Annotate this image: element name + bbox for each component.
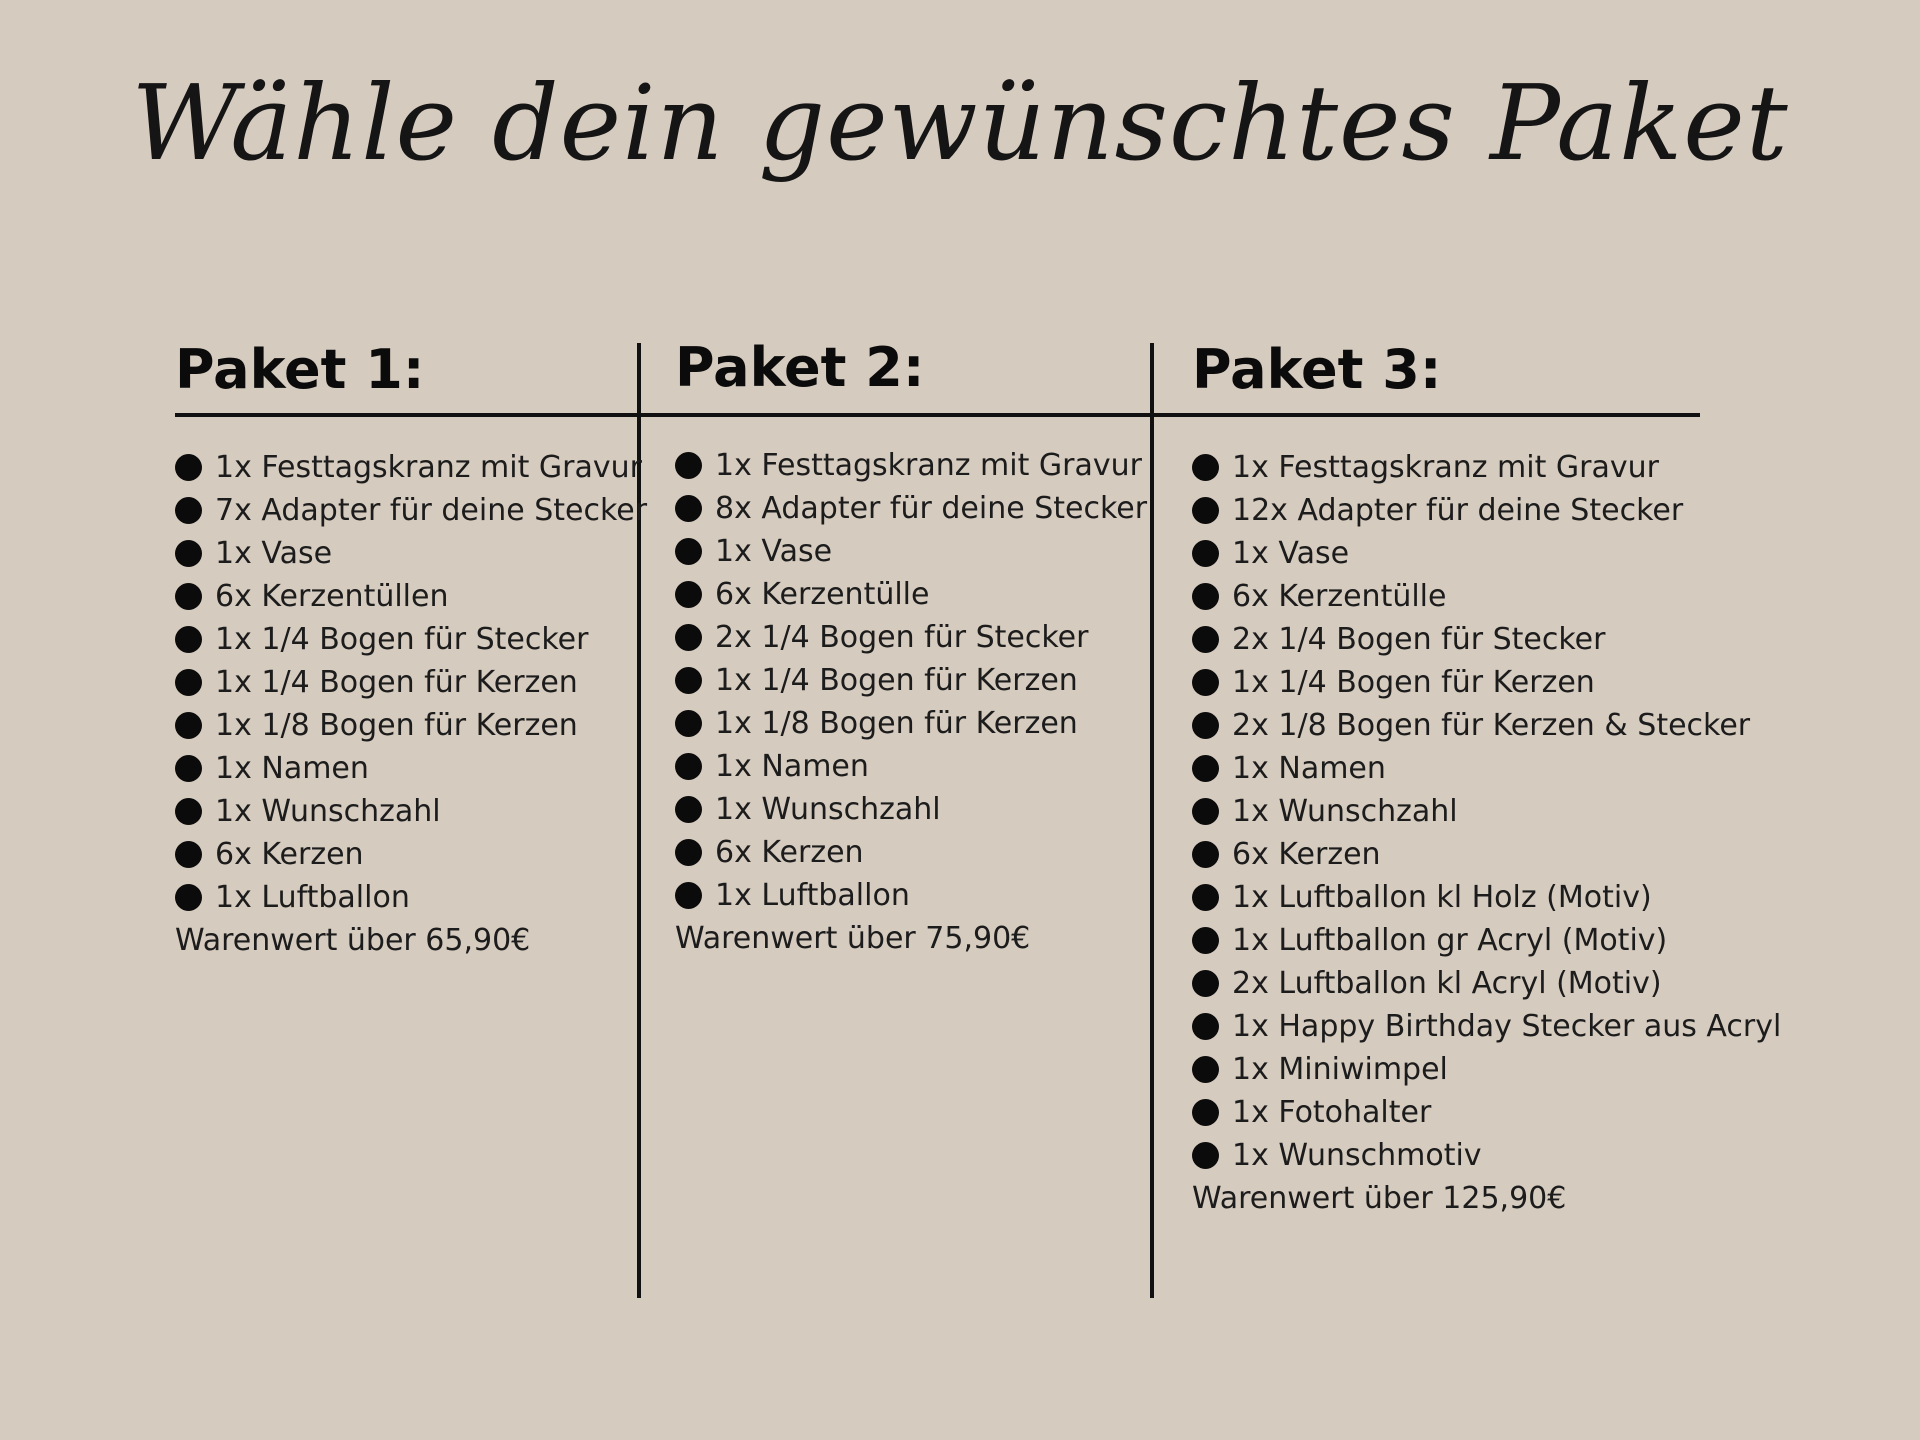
list-item [1192,1048,1781,1091]
list-item [175,532,647,575]
list-item-label: 6x Kerzen [715,835,864,870]
list-item-label: 1x Fotohalter [1232,1095,1432,1130]
list-item [1192,661,1781,704]
list-item [175,575,647,618]
list-item-label: 1x Festtagskranz mit Gravur [715,448,1142,483]
package-3 [1192,330,1781,1220]
list-item-label: 6x Kerzentülle [715,577,930,612]
list-item-label: 1x Wunschzahl [1232,794,1458,829]
list-item [1192,575,1781,618]
list-item [175,618,647,661]
list-item-label: 6x Kerzentülle [1232,579,1447,614]
list-item-label: 1x Happy Birthday Stecker aus Acryl [1232,1009,1782,1044]
list-item [675,659,1147,702]
package-1 [175,330,647,962]
list-item-label: 1x Vase [1232,536,1350,571]
bullet-icon [175,884,202,911]
list-item [175,446,647,489]
list-item-label: 1x 1/4 Bogen für Kerzen [1232,665,1595,700]
list-item [1192,876,1781,919]
list-item [175,704,647,747]
list-item [175,876,647,919]
package-2 [675,328,1147,960]
list-item-label: 1x Luftballon gr Acryl (Motiv) [1232,923,1668,958]
list-item-label: 1x Namen [715,749,869,784]
package-1-value: Warenwert über 65,90€ [175,923,531,958]
list-item [675,573,1147,616]
bullet-icon [175,798,202,825]
list-item [675,745,1147,788]
bullet-icon [675,581,702,608]
bullet-icon [675,667,702,694]
package-1-heading: Paket 1: [175,338,425,401]
list-item-label: 2x 1/8 Bogen für Kerzen & Stecker [1232,708,1751,743]
list-item-label: 6x Kerzen [1232,837,1381,872]
bullet-icon [675,882,702,909]
page-title: Wähle dein gewünschtes Paket [131,62,1789,184]
bullet-icon [675,624,702,651]
list-item-label: 1x Luftballon [215,880,410,915]
bullet-icon [675,753,702,780]
list-item-label: 1x Vase [215,536,333,571]
list-item [675,487,1147,530]
list-item [175,661,647,704]
list-item [1192,489,1781,532]
list-item [1192,704,1781,747]
bullet-icon [1192,841,1219,868]
list-item-label: 1x Wunschzahl [215,794,441,829]
list-item [675,702,1147,745]
bullet-icon [175,712,202,739]
package-3-list [1192,446,1781,1177]
bullet-icon [1192,798,1219,825]
list-item-label: 1x Festtagskranz mit Gravur [215,450,642,485]
list-item [1192,1005,1781,1048]
bullet-icon [1192,1056,1219,1083]
package-2-list [675,444,1147,917]
list-item-label: 1x Luftballon kl Holz (Motiv) [1232,880,1652,915]
bullet-icon [675,839,702,866]
package-3-value: Warenwert über 125,90€ [1192,1181,1567,1216]
bullet-icon [1192,1013,1219,1040]
list-item-label: 8x Adapter für deine Stecker [715,491,1148,526]
list-item-label: 1x 1/4 Bogen für Stecker [215,622,589,657]
list-item [1192,446,1781,489]
bullet-icon [1192,583,1219,610]
bullet-icon [175,540,202,567]
bullet-icon [1192,755,1219,782]
package-3-heading: Paket 3: [1192,338,1442,401]
list-item-label: 1x 1/4 Bogen für Kerzen [215,665,578,700]
bullet-icon [175,497,202,524]
list-item-label: 1x Luftballon [715,878,910,913]
list-item-label: 1x 1/8 Bogen für Kerzen [215,708,578,743]
list-item [1192,618,1781,661]
bullet-icon [175,669,202,696]
list-item [1192,747,1781,790]
bullet-icon [1192,497,1219,524]
package-2-value: Warenwert über 75,90€ [675,921,1031,956]
list-item-label: 2x 1/4 Bogen für Stecker [1232,622,1606,657]
list-item-label: 12x Adapter für deine Stecker [1232,493,1684,528]
list-item-label: 1x Wunschzahl [715,792,941,827]
bullet-icon [175,583,202,610]
list-item [175,790,647,833]
bullet-icon [175,626,202,653]
list-item [675,616,1147,659]
bullet-icon [1192,712,1219,739]
list-item-label: 1x 1/4 Bogen für Kerzen [715,663,1078,698]
list-item [1192,919,1781,962]
list-item-label: 1x Miniwimpel [1232,1052,1448,1087]
list-item [675,874,1147,917]
list-item-label: 1x Namen [1232,751,1386,786]
list-item-label: 1x Festtagskranz mit Gravur [1232,450,1659,485]
bullet-icon [1192,626,1219,653]
bullet-icon [675,452,702,479]
bullet-icon [675,495,702,522]
list-item [675,788,1147,831]
bullet-icon [175,755,202,782]
list-item [675,530,1147,573]
list-item-label: 1x 1/8 Bogen für Kerzen [715,706,1078,741]
list-item [1192,1091,1781,1134]
bullet-icon [175,841,202,868]
bullet-icon [175,454,202,481]
list-item [1192,532,1781,575]
bullet-icon [1192,970,1219,997]
bullet-icon [675,538,702,565]
bullet-icon [675,796,702,823]
list-item [175,747,647,790]
list-item [175,833,647,876]
list-item [675,444,1147,487]
bullet-icon [1192,540,1219,567]
bullet-icon [1192,1099,1219,1126]
list-item-label: 1x Namen [215,751,369,786]
list-item-label: 2x 1/4 Bogen für Stecker [715,620,1089,655]
list-item [675,831,1147,874]
list-item [175,489,647,532]
list-item [1192,790,1781,833]
bullet-icon [1192,454,1219,481]
list-item-label: 6x Kerzentüllen [215,579,449,614]
package-1-list [175,446,647,919]
bullet-icon [1192,884,1219,911]
package-2-heading: Paket 2: [675,336,925,399]
bullet-icon [1192,1142,1219,1169]
bullet-icon [1192,927,1219,954]
list-item [1192,1134,1781,1177]
list-item-label: 2x Luftballon kl Acryl (Motiv) [1232,966,1662,1001]
list-item-label: 6x Kerzen [215,837,364,872]
list-item-label: 1x Vase [715,534,833,569]
bullet-icon [675,710,702,737]
list-item-label: 7x Adapter für deine Stecker [215,493,648,528]
list-item [1192,833,1781,876]
list-item [1192,962,1781,1005]
column-divider-2 [1150,343,1154,1298]
list-item-label: 1x Wunschmotiv [1232,1138,1482,1173]
bullet-icon [1192,669,1219,696]
